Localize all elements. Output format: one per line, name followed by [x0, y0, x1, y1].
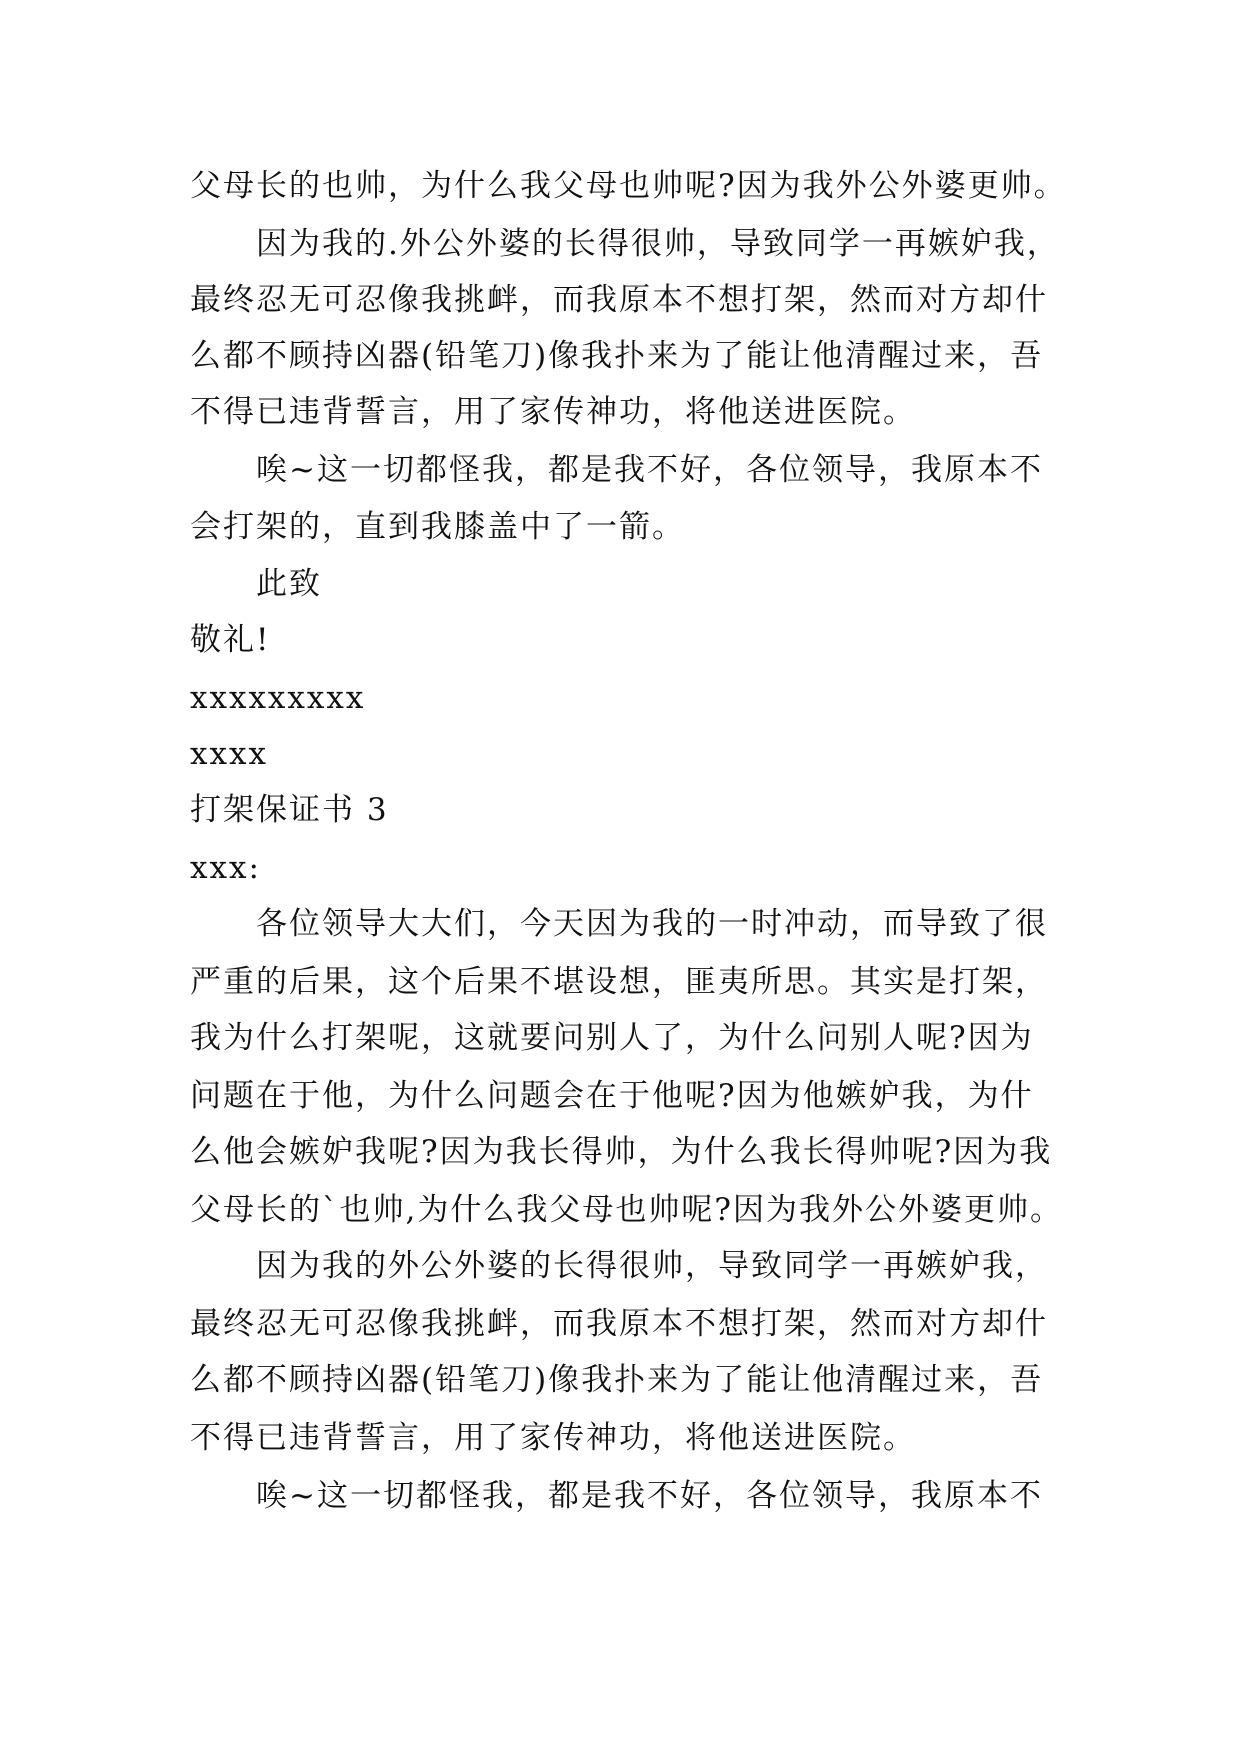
- text-line: 么他会嫉妒我呢?因为我长得帅，为什么我长得帅呢?因为我: [190, 1134, 1053, 1170]
- closing-regards: 敬礼!: [190, 622, 271, 658]
- text-line: 问题在于他，为什么问题会在于他呢?因为他嫉妒我，为什: [190, 1078, 1034, 1114]
- paragraph-start: 因为我的.外公外婆的长得很帅，导致同学一再嫉妒我，: [256, 226, 1060, 262]
- text-line: 最终忍无可忍像我挑衅，而我原本不想打架，然而对方却什: [190, 1306, 1048, 1342]
- signature-date: xxxx: [190, 736, 268, 772]
- text-line: 严重的后果，这个后果不堪设想，匪夷所思。其实是打架，: [190, 964, 1048, 1000]
- recipient: xxx:: [190, 850, 261, 886]
- text-line: 不得已违背誓言，用了家传神功，将他送进医院。: [190, 394, 916, 430]
- text-line: 会打架的，直到我膝盖中了一箭。: [190, 509, 685, 545]
- signature-name: xxxxxxxxx: [190, 680, 366, 716]
- text-line: 父母长的`也帅,为什么我父母也帅呢?因为我外公外婆更帅。: [190, 1192, 1063, 1228]
- text-line: 不得已违背誓言，用了家传神功，将他送进医院。: [190, 1420, 916, 1456]
- text-line: 么都不顾持凶器(铅笔刀)像我扑来为了能让他清醒过来，吾: [190, 338, 1044, 374]
- text-line: 最终忍无可忍像我挑衅，而我原本不想打架，然而对方却什: [190, 282, 1048, 318]
- paragraph-start: 各位领导大大们，今天因为我的一时冲动，而导致了很: [256, 906, 1048, 942]
- paragraph-start: 唉~这一切都怪我，都是我不好，各位领导，我原本不: [256, 452, 1043, 488]
- section-title: 打架保证书 3: [190, 792, 389, 828]
- text-line: 我为什么打架呢，这就要问别人了，为什么问别人呢?因为: [190, 1020, 1034, 1056]
- text-line: 么都不顾持凶器(铅笔刀)像我扑来为了能让他清醒过来，吾: [190, 1362, 1044, 1398]
- closing-salutation: 此致: [256, 566, 322, 602]
- paragraph-start: 唉~这一切都怪我，都是我不好，各位领导，我原本不: [256, 1478, 1043, 1514]
- paragraph-start: 因为我的外公外婆的长得很帅，导致同学一再嫉妒我，: [256, 1248, 1048, 1284]
- text-line: 父母长的也帅，为什么我父母也帅呢?因为我外公外婆更帅。: [190, 168, 1067, 204]
